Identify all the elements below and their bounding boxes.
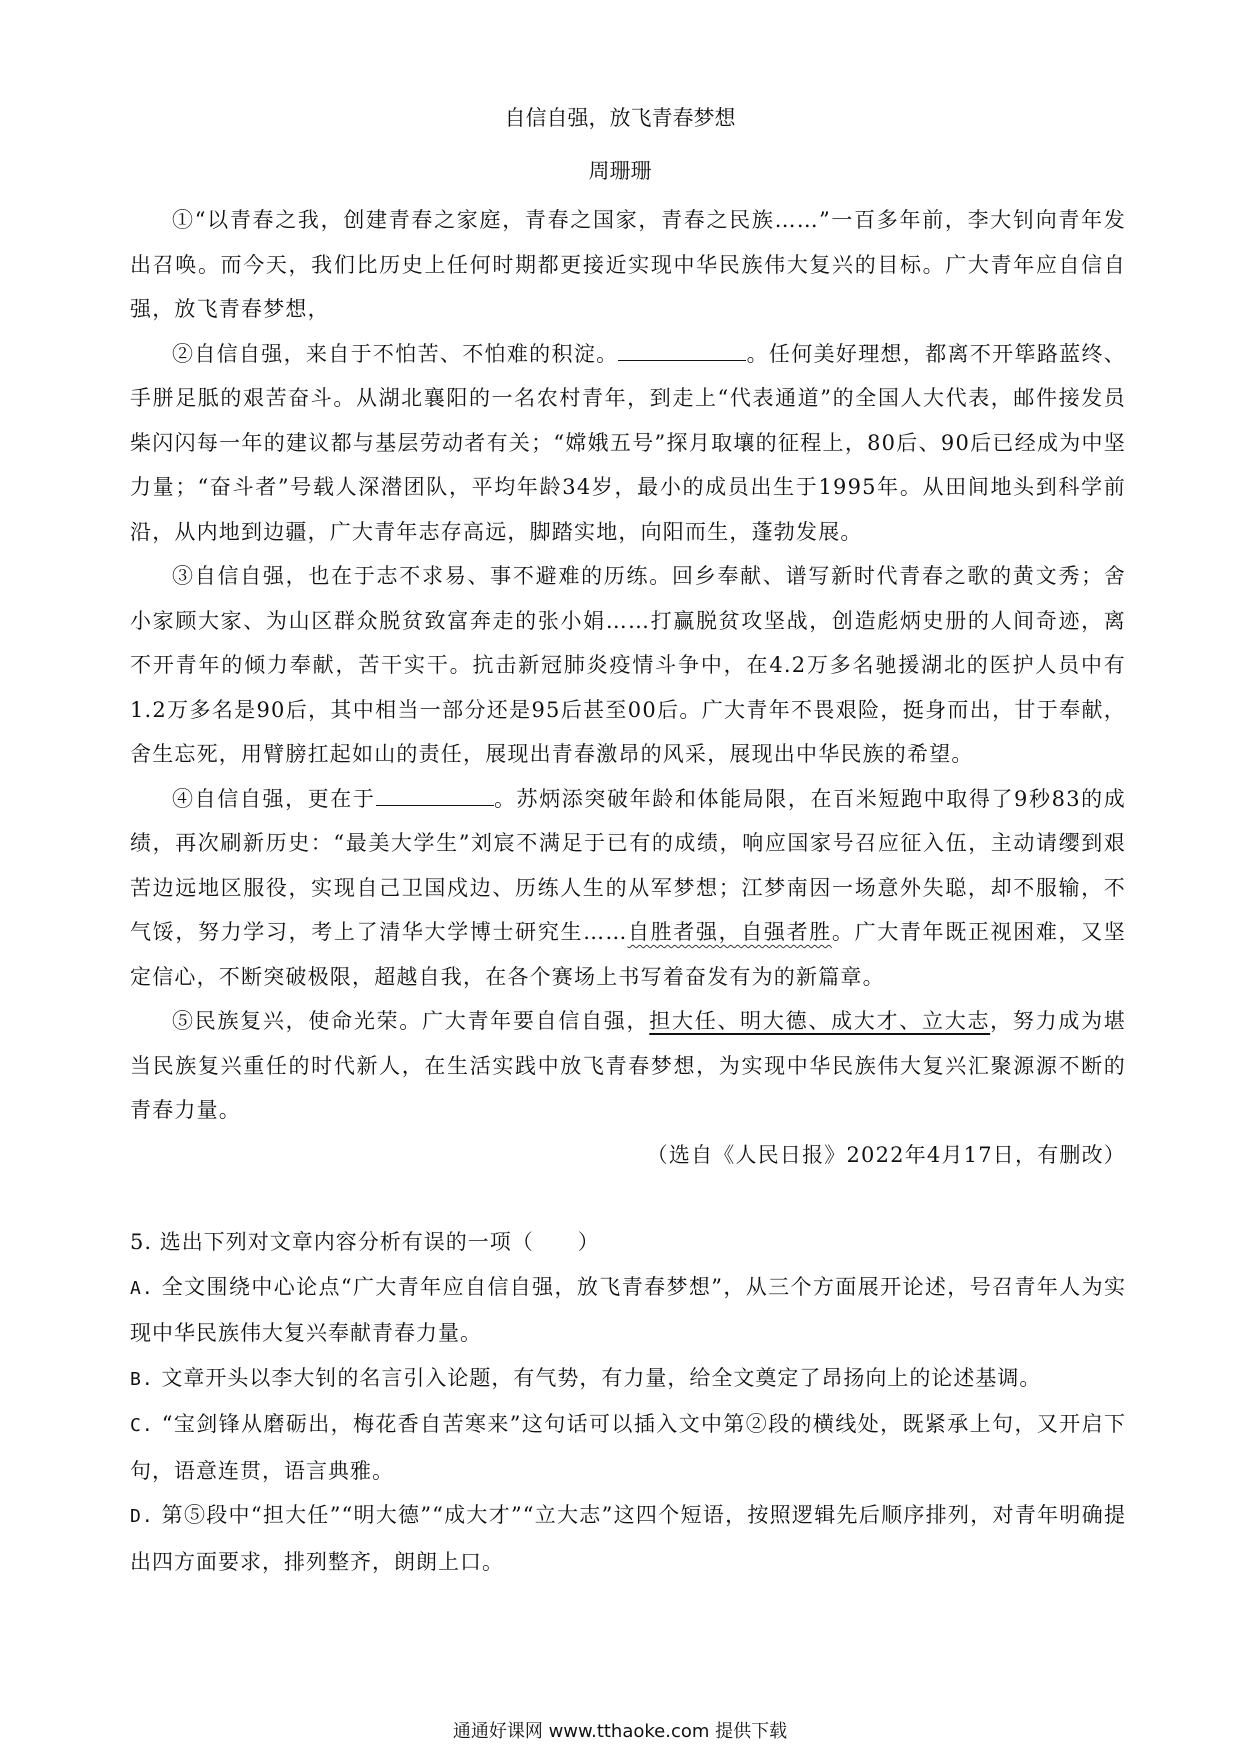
paragraph-4-start: ④自信自强，更在于	[172, 786, 376, 811]
option-a	[130, 1265, 1126, 1356]
option-label: D.	[130, 1506, 154, 1527]
fill-blank-1	[618, 336, 746, 361]
wavy-underlined-phrase: 自胜者强，自强者胜	[627, 920, 832, 944]
option-label: C.	[130, 1415, 154, 1436]
paragraph-5	[130, 999, 1126, 1133]
paragraph-4-end: 。广大青年既正视困难，又坚定信心，不断突破极限，超越自我，在各个赛场上书写着奋发有为的新篇章。	[130, 920, 1126, 989]
option-b	[130, 1356, 1126, 1403]
paragraph-1: ①“以青春之我，创建青春之家庭，青春之国家，青春之民族……”一百多年前，李大钊向青年发出召唤。而今天，我们比历史上任何时期都更接近实现中华民族伟大复兴的目标。广大青年应自信自强，放飞青春梦想，	[130, 208, 1126, 321]
paragraph-5-start: ⑤民族复兴，使命光荣。广大青年要自信自强，	[172, 1009, 650, 1033]
article-author: 周珊珊	[588, 159, 652, 183]
option-c	[130, 1402, 1126, 1493]
option-label: A.	[130, 1277, 154, 1299]
article-body	[130, 198, 1126, 1177]
option-text: 文章开头以李大钊的名言引入论题，有气势，有力量，给全文奠定了昂扬向上的论述基调。	[161, 1365, 1042, 1390]
paragraph-2-rest: 。任何美好理想，都离不开筚路蓝终、手胼足胝的艰苦奋斗。从湖北襄阳的一名农村青年，到走上“代表通道”的全国人大代表，邮件接发员柴闪闪每一年的建议都与基层劳动者有关；“嫦娥五号”探月取壤的征程上，80后、90后已经成为中坚力量；“奋斗者”号载人深潜团队，平均年龄34岁，最小的成员出生于1995年。从田间地头到科学前沿，从内地到边疆，广大青年志存高远，脚踏实地，向阳而生，蓬勃发展。	[130, 341, 1126, 544]
option-text: 全文围绕中心论点“广大青年应自信自强，放飞青春梦想”，从三个方面展开论述，号召青年人为实现中华民族伟大复兴奉献青春力量。	[130, 1274, 1126, 1345]
question-5	[130, 1220, 1126, 1584]
underlined-phrase: 担大任、明大德、成大才、立大志	[649, 1009, 991, 1033]
article-title: 自信自强，放飞青春梦想	[504, 106, 736, 130]
paragraph-4	[130, 777, 1126, 1000]
fill-blank-2	[376, 781, 494, 806]
paragraph-3: ③自信自强，也在于志不求易、事不避难的历练。回乡奉献、谱写新时代青春之歌的黄文秀；舍小家顾大家、为山区群众脱贫致富奔走的张小娟……打赢脱贫攻坚战，创造彪炳史册的人间奇迹，离不开青年的倾力奉献，苦干实干。抗击新冠肺炎疫情斗争中，在4.2万多名驰援湖北的医护人员中有1.2万多名是90后，其中相当一部分还是95后甚至00后。广大青年不畏艰险，挺身而出，甘于奉献，舍生忘死，用臂膀扛起如山的责任，展现出青春激昂的风采，展现出中华民族的希望。	[130, 564, 1126, 766]
option-text: “宝剑锋从磨砺出，梅花香自苦寒来”这句话可以插入文中第②段的横线处，既紧承上句，又开启下句，语意连贯，语言典雅。	[130, 1412, 1126, 1483]
paragraph-2	[130, 332, 1126, 555]
paragraph-5-end: ，努力成为堪当民族复兴重任的时代新人，在生活实践中放飞青春梦想，为实现中华民族伟大复兴汇聚源源不断的青春力量。	[130, 1009, 1127, 1122]
paragraph-4-middle: 。苏炳添突破年龄和体能局限，在百米短跑中取得了9秒83的成绩，再次刷新历史：“最美大学生”刘宸不满足于已有的成绩，响应国家号召应征入伍，主动请缨到艰苦边远地区服役，实现自己卫国戍边、历练人生的从军梦想；江梦南因一场意外失聪，却不服输，不气馁，努力学习，考上了清华大学博士研究生……	[130, 786, 1126, 944]
option-d	[130, 1493, 1126, 1584]
option-text: 第⑤段中“担大任”“明大德”“成大才”“立大志”这四个短语，按照逻辑先后顺序排列，对青年明确提出四方面要求，排列整齐，朗朗上口。	[130, 1503, 1126, 1574]
question-stem: 5. 选出下列对文章内容分析有误的一项（ ）	[130, 1230, 600, 1254]
option-label: B.	[130, 1368, 154, 1390]
paragraph-2-start: ②自信自强，来自于不怕苦、不怕难的积淀。	[172, 341, 619, 366]
footer-watermark: 通通好课网 www.tthaoke.com 提供下载	[452, 1721, 788, 1742]
article-source: （选自《人民日报》2022年4月17日，有删改）	[646, 1142, 1126, 1167]
